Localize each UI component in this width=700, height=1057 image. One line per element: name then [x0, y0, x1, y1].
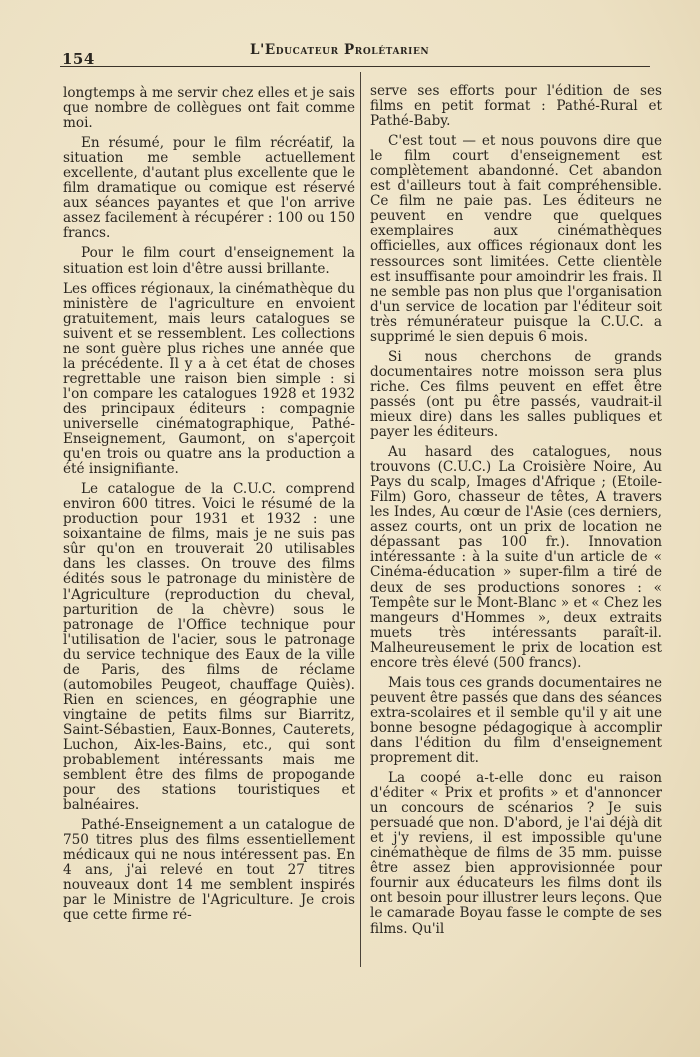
paragraph: C'est tout — et nous pouvons dire que le film court d'enseignement est complètement abandonné. Cet abandon est d'ailleurs tout à fait compréhensible. Ce film ne paie pas. Les éditeurs ne peuvent en vendre que quelques exemplaires aux cinémathèques officielles, aux offices régionaux dont les ressources sont limitées. Cette clientèle est insuffisante pour amoindrir les frais. Il ne semble pas non plus que l'organisation d'un service de location par l'éditeur soit très rémunérateur puisque la C.U.C. a supprimé le sien depuis 6 mois. — [370, 133, 662, 345]
paragraph: Pour le film court d'enseignement la situation est loin d'être aussi brillante. — [63, 245, 355, 277]
paragraph: Si nous cherchons de grands documentaires notre moisson sera plus riche. Ces films peuvent en effet être passés (ont pu être passés, vaudrait-il mieux dire) dans les salles publiques et payer les éditeurs. — [370, 348, 662, 441]
page-header — [60, 42, 650, 67]
left-column — [63, 86, 355, 929]
paragraph: serve ses efforts pour l'édition de ses films en petit format : Pathé-Rural et Pathé-Baby. — [370, 83, 662, 130]
paragraph: Le catalogue de la C.U.C. comprend environ 600 titres. Voici le résumé de la production pour 1931 et 1932 : une soixantaine de films, mais je ne suis pas sûr qu'on en trouverait 20 utilisables dans les classes. On trouve des films édités sous le patronage du ministère de l'Agriculture (reproduction du cheval, parturition de la chèvre) sous le patronage de l'Office technique pour l'utilisation de l'acier, sous le patronage du service technique des Eaux de la ville de Paris, des films de réclame (automobiles Peugeot, chauffage Quiès). Rien en sciences, en géographie une vingtaine de petits films sur Biarritz, Saint-Sébastien, Eaux-Bonnes, Cauterets, Luchon, Aix-les-Bains, etc., qui sont probablement intéressants mais me semblent être des films de propogande pour des stations touristiques et balnéaires. — [63, 481, 355, 814]
paragraph: longtemps à me servir chez elles et je sais que nombre de collègues ont fait comme moi. — [63, 85, 355, 132]
page-number: 154 — [62, 50, 95, 68]
paragraph: La coopé a-t-elle donc eu raison d'éditer « Prix et profits » et d'annoncer un concours de scénarios ? Je suis persuadé que non. D'abord, je l'ai déjà dit et j'y reviens, il est impossible qu'une cinémathèque de films de 35 mm. puisse être assez bien approvisionnée pour fournir aux éducateurs les films dont ils ont besoin pour illustrer leurs leçons. Que le camarade Boyau fasse le compte de ses films. Qu'il — [370, 770, 662, 937]
paragraph: Les offices régionaux, la cinémathèque du ministère de l'agriculture en envoient gratuitement, mais leurs catalogues se suivent et se ressemblent. Les collections ne sont guère plus riches une année que la précédente. Il y a à cet état de choses regrettable une raison bien simple : si l'on compare les catalogues 1928 et 1932 des principaux éditeurs : compagnie universelle cinématographique, Pathé-Enseignement, Gaumont, on s'aperçoit qu'en trois ou quatre ans la production a été insignifiante. — [63, 280, 355, 478]
column-divider — [360, 72, 361, 967]
journal-title: L'Educateur Prolétarien — [250, 42, 430, 58]
right-column — [370, 84, 662, 942]
paragraph: Pathé-Enseignement a un catalogue de 750 titres plus des films essentiellement médicaux qui ne nous intéressent pas. En 4 ans, j'ai relevé en tout 27 titres nouveaux dont 14 me semblent inspirés par le Ministre de l'Agriculture. Je crois que cette firme ré- — [63, 817, 355, 924]
paragraph: En résumé, pour le film récréatif, la situation me semble actuellement excellente, d'autant plus excellente que le film dramatique ou comique est réservé aux séances payantes et que l'on arrive assez facilement à récupérer : 100 ou 150 francs. — [63, 135, 355, 242]
paragraph: Au hasard des catalogues, nous trouvons (C.U.C.) La Croisière Noire, Au Pays du scalp, Images d'Afrique ; (Etoile-Film) Goro, chasseur de têtes, A travers les Indes, Au cœur de l'Asie (ces derniers, assez courts, ont un prix de location ne dépassant pas 100 fr.). Innovation intéressante : à la suite d'un article de « Cinéma-éducation » super-film a tiré de deux de ses productions sonores : « Tempête sur le Mont-Blanc » et « Chez les mangeurs d'Hommes », deux extraits muets très intéressants paraît-il. Malheureusement le prix de location est encore très élevé (500 francs). — [370, 444, 662, 671]
paragraph: Mais tous ces grands documentaires ne peuvent être passés que dans des séances extra-scolaires et il semble qu'il y ait une bonne besogne pédagogique à accomplir dans l'édition du film d'enseignement proprement dit. — [370, 674, 662, 767]
